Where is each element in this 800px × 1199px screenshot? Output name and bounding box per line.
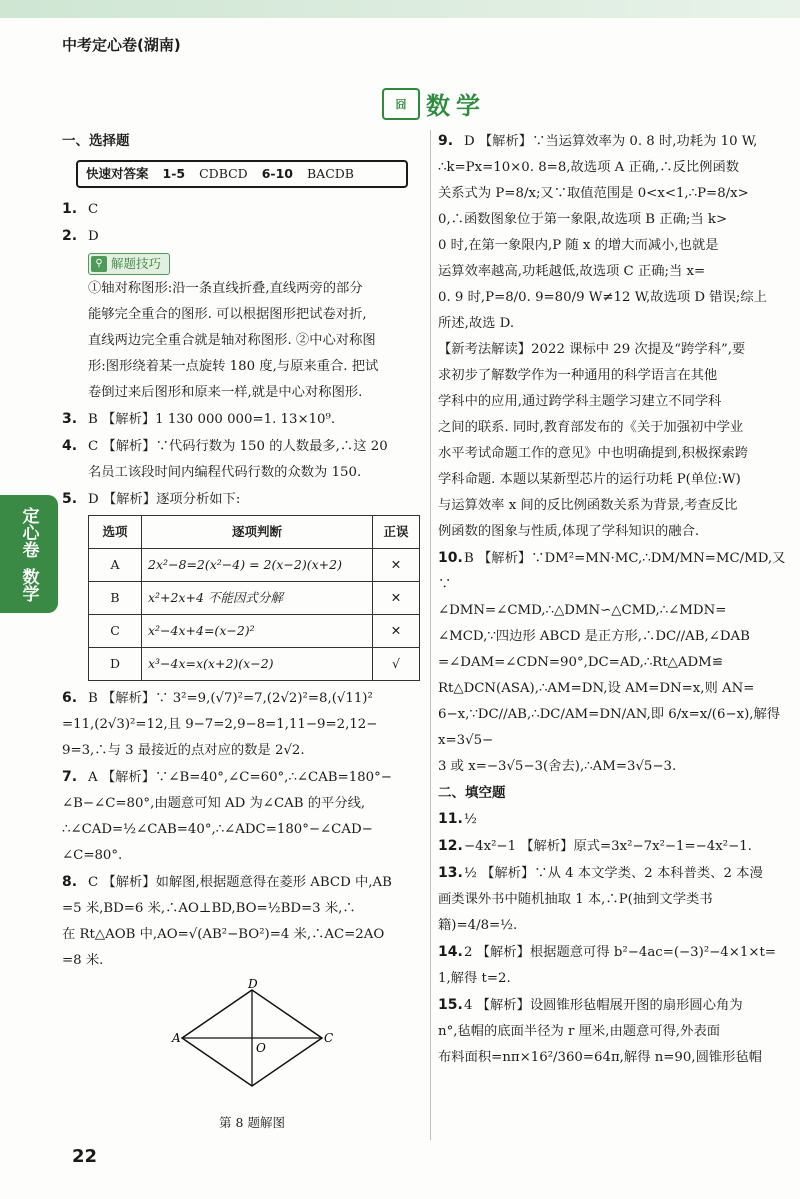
q-number: 14. xyxy=(438,944,463,960)
q-solution: A 【解析】∵∠B=40°,∠C=60°,∴∠CAB=180°− xyxy=(88,770,392,785)
q11 xyxy=(438,806,794,833)
q-solution-line: 在 Rt△AOB 中,AO=√(AB²−BO²)=4 米,∴AC=2AO xyxy=(62,927,385,942)
side-tab-line1: 定心卷 xyxy=(18,506,39,558)
tip-line: 卷倒过来后图形和原来一样,就是中心对称图形. xyxy=(88,385,363,400)
q4 xyxy=(62,433,422,486)
quick-answers-1: CDBCD xyxy=(199,166,248,181)
q2 xyxy=(62,223,422,250)
q5 xyxy=(62,486,422,513)
left-column xyxy=(62,128,422,1136)
q-solution-line: 画类课外书中随机抽取 1 本,∴P(抽到文学类书 xyxy=(438,892,713,907)
table-cell: D xyxy=(89,648,142,681)
subject-heading xyxy=(382,86,486,121)
q9 xyxy=(438,128,794,337)
label-c: C xyxy=(324,1031,334,1045)
column-divider xyxy=(430,130,431,1140)
q14 xyxy=(438,939,794,992)
table-row xyxy=(89,549,420,582)
quick-answers-2: BACDB xyxy=(306,166,354,181)
q-solution-line: ∴∠CAD=½∠CAB=40°,∴∠ADC=180°−∠CAD− xyxy=(62,822,373,837)
table-cell: B xyxy=(89,582,142,615)
q-solution: −4x²−1 【解析】原式=3x²−7x²−1=−4x²−1. xyxy=(464,839,752,854)
tip-line: ①轴对称图形:沿一条直线折叠,直线两旁的部分 xyxy=(88,281,363,296)
right-column xyxy=(438,128,794,1071)
rhombus-figure xyxy=(172,977,334,1136)
note-line: 之间的联系. 同时,教育部发布的《关于加强初中学业 xyxy=(438,420,744,435)
q-solution-line: 运算效率越高,功耗越低,故选项 C 正确;当 x= xyxy=(438,264,706,279)
table-header: 正误 xyxy=(373,516,420,549)
q-number: 2. xyxy=(62,228,78,244)
subject-title: 数学 xyxy=(426,92,486,120)
quick-answer-box xyxy=(76,160,408,188)
table-header: 选项 xyxy=(89,516,142,549)
q-solution: C 【解析】如解图,根据题意得在菱形 ABCD 中,AB xyxy=(88,875,392,890)
tip-line: 直线两边完全重合就是轴对称图形. ②中心对称图 xyxy=(88,333,376,348)
q-answer: ½ xyxy=(464,812,477,827)
table-cell: x²−4x+4=(x−2)² xyxy=(142,615,373,648)
note-line: 【新考法解读】2022 课标中 29 次提及“跨学科”,要 xyxy=(438,342,746,357)
quick-label: 快速对答案 xyxy=(86,166,149,181)
q-solution-line: ∠C=80°. xyxy=(62,848,123,863)
q-solution-line: 关系式为 P=8/x;又∵取值范围是 0<x<1,∴P=8/x> xyxy=(438,186,749,201)
q-solution-line: =∠DAM=∠CDN=90°,DC=AD,∴Rt△ADM≌ xyxy=(438,655,723,670)
q-number: 11. xyxy=(438,811,463,827)
note-line: 与运算效率 x 间的反比例函数关系为背景,考查反比 xyxy=(438,498,738,513)
q-solution-line: 所述,故选 D. xyxy=(438,316,515,331)
q-number: 10. xyxy=(438,550,463,566)
q-number: 8. xyxy=(62,874,78,890)
table-row xyxy=(89,648,420,681)
q-number: 13. xyxy=(438,865,463,881)
note-line: 例函数的图象与性质,体现了学科知识的融合. xyxy=(438,524,700,539)
q-solution-line: =8 米. xyxy=(62,953,104,968)
table-cell: ✕ xyxy=(373,615,420,648)
table-cell: A xyxy=(89,549,142,582)
magnifier-icon: ⚲ xyxy=(91,256,107,272)
q-answer: D xyxy=(88,229,99,244)
q-solution-line: 0. 9 时,P=8/0. 9=80/9 W≠12 W,故选项 D 错误;综上 xyxy=(438,290,767,305)
table-row xyxy=(89,582,420,615)
q-solution: C 【解析】∵代码行数为 150 的人数最多,∴这 20 xyxy=(88,439,388,454)
subject-logo-icon: 囧 xyxy=(382,88,420,120)
q13 xyxy=(438,860,794,939)
q-solution-line: Rt△DCN(ASA),∴AM=DN,设 AM=DN=x,则 AN= xyxy=(438,681,755,696)
q1 xyxy=(62,196,422,223)
q-solution: B 【解析】∵ 3²=9,(√7)²=7,(2√2)²=8,(√11)² xyxy=(88,691,373,706)
q-solution-line: 6−x,∵DC//AB,∴DC/AM=DN/AN,即 6/x=x/(6−x),解得 x=3√5− xyxy=(438,707,781,748)
q-solution-line: 1,解得 t=2. xyxy=(438,971,511,986)
q-number: 12. xyxy=(438,838,463,854)
q-number: 15. xyxy=(438,997,463,1013)
q-solution: 2 【解析】根据题意可得 b²−4ac=(−3)²−4×1×t= xyxy=(464,945,776,960)
quick-range-2: 6-10 xyxy=(261,166,293,181)
label-a: A xyxy=(172,1031,181,1045)
figure-caption: 第 8 题解图 xyxy=(219,1115,285,1130)
q-solution-line: 9=3,∴与 3 最接近的点对应的数是 2√2. xyxy=(62,743,305,758)
q-solution-line: ∴k=Px=10×0. 8=8,故选项 A 正确,∴反比例函数 xyxy=(438,160,740,175)
q15 xyxy=(438,992,794,1071)
q7 xyxy=(62,764,422,869)
table-cell: ✕ xyxy=(373,582,420,615)
table-cell: √ xyxy=(373,648,420,681)
q-number: 3. xyxy=(62,411,78,427)
table-cell: 2x²−8=2(x²−4) = 2(x−2)(x+2) xyxy=(142,549,373,582)
q-solution-line: 3 或 x=−3√5−3(舍去),∴AM=3√5−3. xyxy=(438,759,677,774)
note-line: 学科命题. 本题以某新型芯片的运行功耗 P(单位:W) xyxy=(438,472,741,487)
q-solution: 4 【解析】设圆锥形毡帽展开图的扇形圆心角为 xyxy=(464,998,743,1013)
running-header: 中考定心卷(湖南) xyxy=(62,36,181,54)
table-header: 逐项判断 xyxy=(142,516,373,549)
tip-label: 解题技巧 xyxy=(111,256,162,271)
tip-text xyxy=(62,276,422,406)
q-solution-line: 0,∴函数图象位于第一象限,故选项 B 正确;当 k> xyxy=(438,212,728,227)
q-number: 1. xyxy=(62,201,78,217)
top-band xyxy=(0,0,800,18)
q-number: 9. xyxy=(438,133,454,149)
q-solution-line: ∠DMN=∠CMD,∴△DMN∽△CMD,∴∠MDN= xyxy=(438,603,727,618)
q-answer: C xyxy=(88,202,99,217)
label-d: D xyxy=(248,977,258,991)
side-tab-line2: 数学 xyxy=(18,567,39,602)
q-number: 4. xyxy=(62,438,78,454)
q-solution: B 【解析】∵DM²=MN·MC,∴DM/MN=MC/MD,又∵ xyxy=(438,551,786,592)
table-cell: x³−4x=x(x+2)(x−2) xyxy=(142,648,373,681)
q-solution-line: 布料面积=nπ×16²/360=64π,解得 n=90,圆锥形毡帽 xyxy=(438,1050,763,1065)
label-o: O xyxy=(256,1041,266,1055)
q-solution: D 【解析】逐项分析如下: xyxy=(88,492,241,507)
section-title-fill: 二、填空题 xyxy=(438,785,506,801)
table-cell: C xyxy=(89,615,142,648)
section-title-choice: 一、选择题 xyxy=(62,133,130,149)
q-solution-line: ∠B−∠C=80°,由题意可知 AD 为∠CAB 的平分线, xyxy=(62,796,366,811)
q-solution: B 【解析】1 130 000 000=1. 13×10⁹. xyxy=(88,412,336,427)
q-number: 6. xyxy=(62,690,78,706)
q-solution-line: n°,毡帽的底面半径为 r 厘米,由题意可得,外表面 xyxy=(438,1024,721,1039)
q-number: 7. xyxy=(62,769,78,785)
q-solution-line: =5 米,BD=6 米,∴AO⊥BD,BO=½BD=3 米,∴ xyxy=(62,901,356,916)
rhombus-diagram xyxy=(172,977,334,1100)
q-solution: D 【解析】∵当运算效率为 0. 8 时,功耗为 10 W, xyxy=(464,134,758,149)
q-solution-line: 籍)=4/8=½. xyxy=(438,918,518,933)
new-exam-note xyxy=(438,337,794,545)
tip-badge xyxy=(88,253,170,275)
table-row xyxy=(89,615,420,648)
table-cell: x²+2x+4 不能因式分解 xyxy=(142,582,373,615)
q6 xyxy=(62,685,422,764)
q10 xyxy=(438,545,794,780)
quick-range-1: 1-5 xyxy=(162,166,186,181)
tip-line: 形:图形绕着某一点旋转 180 度,与原来重合. 把试 xyxy=(88,359,379,374)
q12 xyxy=(438,833,794,860)
table-header-row xyxy=(89,516,420,549)
tip-line: 能够完全重合的图形. 可以根据图形把试卷对折, xyxy=(88,307,367,322)
q-solution-line: 0 时,在第一象限内,P 随 x 的增大而减小,也就是 xyxy=(438,238,719,253)
q3 xyxy=(62,406,422,433)
analysis-table xyxy=(88,515,420,681)
table-cell: ✕ xyxy=(373,549,420,582)
q-number: 5. xyxy=(62,491,78,507)
note-line: 水平考试命题工作的意见》中也明确提到,积极探索跨 xyxy=(438,446,749,461)
q-solution: ½ 【解析】∵从 4 本文学类、2 本科普类、2 本漫 xyxy=(464,866,763,881)
page-number: 22 xyxy=(72,1146,98,1167)
note-line: 求初步了解数学作为一种通用的科学语言在其他 xyxy=(438,368,718,383)
note-line: 学科中的应用,通过跨学科主题学习建立不同学科 xyxy=(438,394,722,409)
side-tab xyxy=(0,495,58,613)
q-solution-line: ∠MCD,∵四边形 ABCD 是正方形,∴DC//AB,∠DAB xyxy=(438,629,750,644)
q-solution-line: 名员工该段时间内编程代码行数的众数为 150. xyxy=(88,465,362,480)
q-solution-line: =11,(2√3)²=12,且 9−7=2,9−8=1,11−9=2,12− xyxy=(62,717,378,732)
q8 xyxy=(62,869,422,974)
